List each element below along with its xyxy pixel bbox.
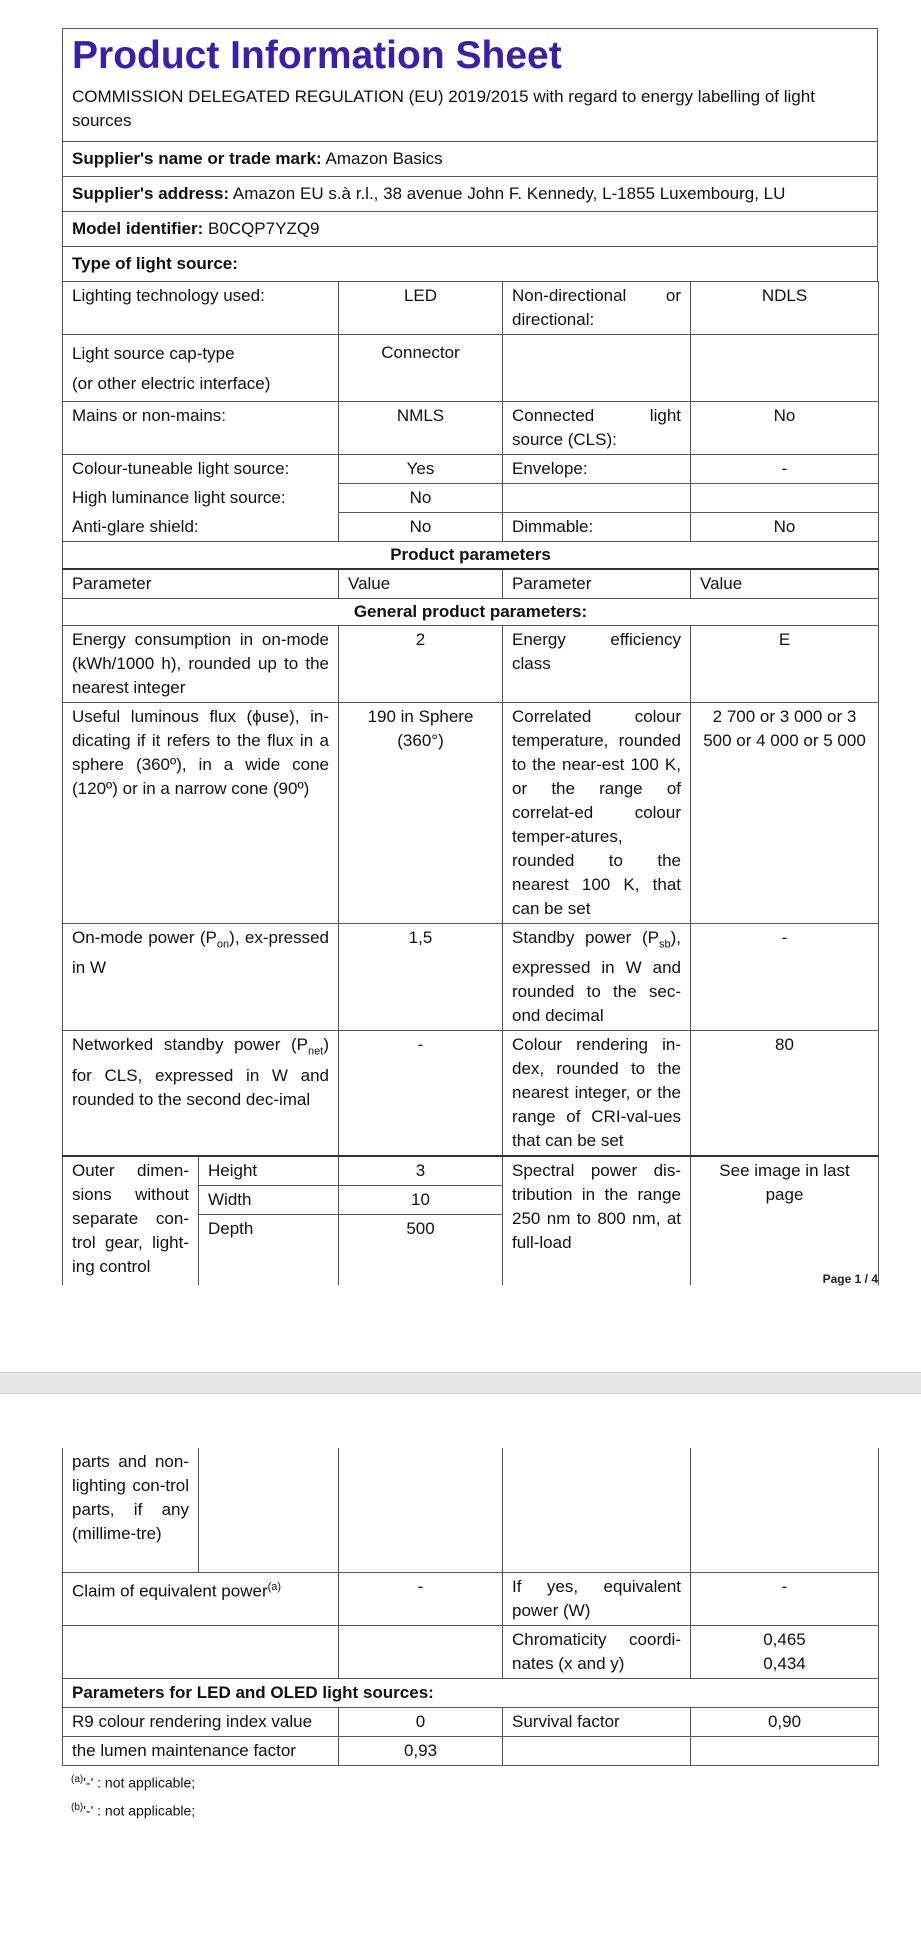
chroma-y: 0,434 (763, 1654, 806, 1673)
table-row (63, 703, 879, 924)
depth-value: 500 (406, 1219, 435, 1239)
supplier-address-label: Supplier's address: (72, 184, 230, 203)
table-row (63, 1708, 879, 1737)
pon-value: 1,5 (339, 924, 503, 1031)
width-value: 10 (339, 1186, 502, 1215)
mains-value: NMLS (339, 402, 503, 455)
empty-cell (691, 1448, 879, 1573)
footnote-b (62, 1797, 878, 1822)
pnet-label-a: Networked standby power (P (72, 1035, 309, 1055)
empty-cell (503, 1737, 691, 1766)
lumen-label: the lumen maintenance factor (63, 1737, 339, 1766)
energy-value: 2 (339, 626, 503, 703)
lumen-value: 0,93 (339, 1737, 503, 1766)
table-row (63, 1448, 879, 1573)
pon-label (63, 924, 339, 1031)
equiv-value: - (691, 1573, 879, 1626)
col-value-2: Value (691, 569, 879, 599)
table-row (63, 455, 879, 484)
r9-value: 0 (339, 1708, 503, 1737)
empty-cell (339, 1626, 503, 1679)
psb-label-b: ), expressed in W and rounded to the sec-ond decimal (512, 928, 681, 1026)
page-title: Product Information Sheet (72, 34, 562, 77)
dimensions-label: Outer dimen-sions without separate con-trol gear, light-ing control (63, 1157, 199, 1285)
dimension-values (339, 1156, 503, 1285)
table-row (63, 282, 879, 335)
flux-value: 190 in Sphere (360°) (339, 703, 503, 924)
spd-value: See image in last page (691, 1156, 879, 1285)
psb-label-a: Standby power (P (512, 928, 659, 947)
antiglare-label: Anti-glare shield: (63, 513, 339, 542)
empty-cell (503, 484, 691, 513)
efficiency-value: E (691, 626, 879, 703)
led-parameters-heading: Parameters for LED and OLED light sources: (63, 1679, 879, 1708)
tech-value: LED (339, 282, 503, 335)
hl-label: High luminance light source: (63, 484, 339, 513)
table-row (63, 542, 879, 570)
dimensions-cell-continued (63, 1448, 339, 1573)
energy-label: Energy consumption in on-mode (kWh/1000 h), rounded up to the nearest integer (63, 626, 339, 703)
table-row (63, 484, 879, 513)
tuneable-value: Yes (339, 455, 503, 484)
type-table (62, 281, 879, 1285)
survival-value: 0,90 (691, 1708, 879, 1737)
supplier-name-row (63, 142, 877, 177)
cri-value: 80 (691, 1031, 879, 1157)
col-parameter-2: Parameter (503, 569, 691, 599)
mains-label: Mains or non-mains: (63, 402, 339, 455)
supplier-address-row (63, 177, 877, 212)
footnote-a-text: '-' : not applicable; (83, 1774, 196, 1791)
type-label: Type of light source: (72, 254, 238, 273)
pnet-value: - (339, 1031, 503, 1157)
info-sheet-page-2 (62, 1448, 878, 1821)
empty-cell (691, 484, 879, 513)
height-label: Height (199, 1157, 338, 1186)
table-row (63, 1156, 879, 1285)
psb-label (503, 924, 691, 1031)
dimensions-cell (63, 1156, 339, 1285)
supplier-name-label: Supplier's name or trade mark: (72, 149, 322, 168)
supplier-name: Amazon Basics (325, 149, 443, 168)
table-header-row (63, 569, 879, 599)
empty-cell (199, 1448, 338, 1572)
dimmable-value: No (691, 513, 879, 542)
r9-label: R9 colour rendering index value (63, 1708, 339, 1737)
footnote-a (62, 1766, 878, 1797)
empty-cell (503, 335, 691, 402)
table-row (63, 626, 879, 703)
claim-value: - (339, 1573, 503, 1626)
cap-label-line2: (or other electric interface) (72, 374, 271, 393)
cct-value: 2 700 or 3 000 or 3 500 or 4 000 or 5 000 (691, 703, 879, 924)
cap-label (63, 335, 339, 402)
dimmable-label: Dimmable: (503, 513, 691, 542)
depth-label: Depth (208, 1219, 254, 1239)
empty-cell (339, 1448, 503, 1573)
empty-cell (691, 335, 879, 402)
table-row (63, 924, 879, 1031)
equiv-label: If yes, equivalent power (W) (503, 1573, 691, 1626)
claim-sup: (a) (267, 1581, 282, 1593)
claim-label-text: Claim of equivalent power (72, 1581, 268, 1601)
cap-label-line1: Light source cap-type (72, 344, 235, 363)
footnote-b-sup: (b) (71, 1801, 84, 1813)
footnote-b-text: '-' : not applicable; (83, 1802, 196, 1819)
survival-label: Survival factor (503, 1708, 691, 1737)
directional-value: NDLS (691, 282, 879, 335)
empty-cell (691, 1737, 879, 1766)
cls-label: Connected light source (CLS): (503, 402, 691, 455)
envelope-label: Envelope: (503, 455, 691, 484)
tech-label: Lighting technology used: (63, 282, 339, 335)
model-identifier: B0CQP7YZQ9 (208, 219, 320, 238)
envelope-value: - (691, 455, 879, 484)
pnet-label (63, 1031, 339, 1157)
cct-label: Correlated colour temperature, rounded to the near-est 100 K, or the range of correlat-ed colour temper-atures, rounded to the nearest 100 K, that can be set (503, 703, 691, 924)
pon-label-a: On-mode power (P (72, 928, 217, 947)
table-row (63, 513, 879, 542)
params-table-continued (62, 1448, 879, 1766)
hl-value: No (339, 484, 503, 513)
table-row (63, 335, 879, 402)
dimension-names (199, 1157, 338, 1285)
psb-sub: sb (658, 938, 671, 951)
claim-label (63, 1573, 339, 1626)
table-row (63, 1031, 879, 1157)
pon-label-b: ), ex-pressed in W (72, 928, 329, 978)
page-separator (0, 1372, 921, 1394)
regulation-text: COMMISSION DELEGATED REGULATION (EU) 2019/2015 with regard to energy labelling of light sources (63, 85, 877, 142)
antiglare-value: No (339, 513, 503, 542)
pnet-sub: net (308, 1045, 324, 1058)
model-label: Model identifier: (72, 219, 204, 238)
efficiency-label: Energy efficiency class (503, 626, 691, 703)
page-number: Page 1 / 4 (822, 1272, 878, 1286)
table-row (63, 1626, 879, 1679)
product-parameters-heading: Product parameters (63, 542, 879, 570)
psb-value: - (691, 924, 879, 1031)
cls-value: No (691, 402, 879, 455)
empty-cell (63, 1626, 339, 1679)
header-box (62, 28, 878, 281)
page-2 (0, 1394, 921, 1958)
chroma-value (691, 1626, 879, 1679)
supplier-address: Amazon EU s.à r.l., 38 avenue John F. Kennedy, L-1855 Luxembourg, LU (232, 184, 786, 203)
type-row (63, 247, 877, 281)
dimensions-label-continued: parts and non-lighting con-trol parts, if any (millime-tre) (63, 1448, 199, 1572)
col-value-1: Value (339, 569, 503, 599)
cri-label: Colour rendering in-dex, rounded to the nearest integer, or the range of CRI-val-ues that can be set (503, 1031, 691, 1157)
table-row (63, 402, 879, 455)
table-row (63, 1737, 879, 1766)
pon-sub: on (216, 938, 230, 951)
empty-cell (503, 1448, 691, 1573)
pnet-label-b: ) for CLS, expressed in W and rounded to the second dec-imal (72, 1035, 329, 1109)
table-row (63, 1679, 879, 1708)
chroma-label: Chromaticity coordi-nates (x and y) (503, 1626, 691, 1679)
col-parameter-1: Parameter (63, 569, 339, 599)
spd-label: Spectral power dis-tribution in the range 250 nm to 800 nm, at full-load (503, 1156, 691, 1285)
flux-label: Useful luminous flux (ϕuse), in-dicating if it refers to the flux in a sphere (360º), in a wide cone (120º) or in a narrow cone (90º) (63, 703, 339, 924)
cap-value: Connector (339, 335, 503, 402)
table-row (63, 599, 879, 626)
info-sheet-page-1 (62, 28, 878, 1285)
height-value: 3 (339, 1157, 502, 1186)
footnote-a-sup: (a) (71, 1774, 84, 1785)
width-label: Width (199, 1186, 338, 1215)
table-row (63, 1573, 879, 1626)
general-parameters-heading: General product parameters: (63, 599, 879, 626)
tuneable-label: Colour-tuneable light source: (63, 455, 339, 484)
chroma-x: 0,465 (763, 1630, 806, 1649)
model-row (63, 212, 877, 247)
directional-label: Non-directional or directional: (503, 282, 691, 335)
